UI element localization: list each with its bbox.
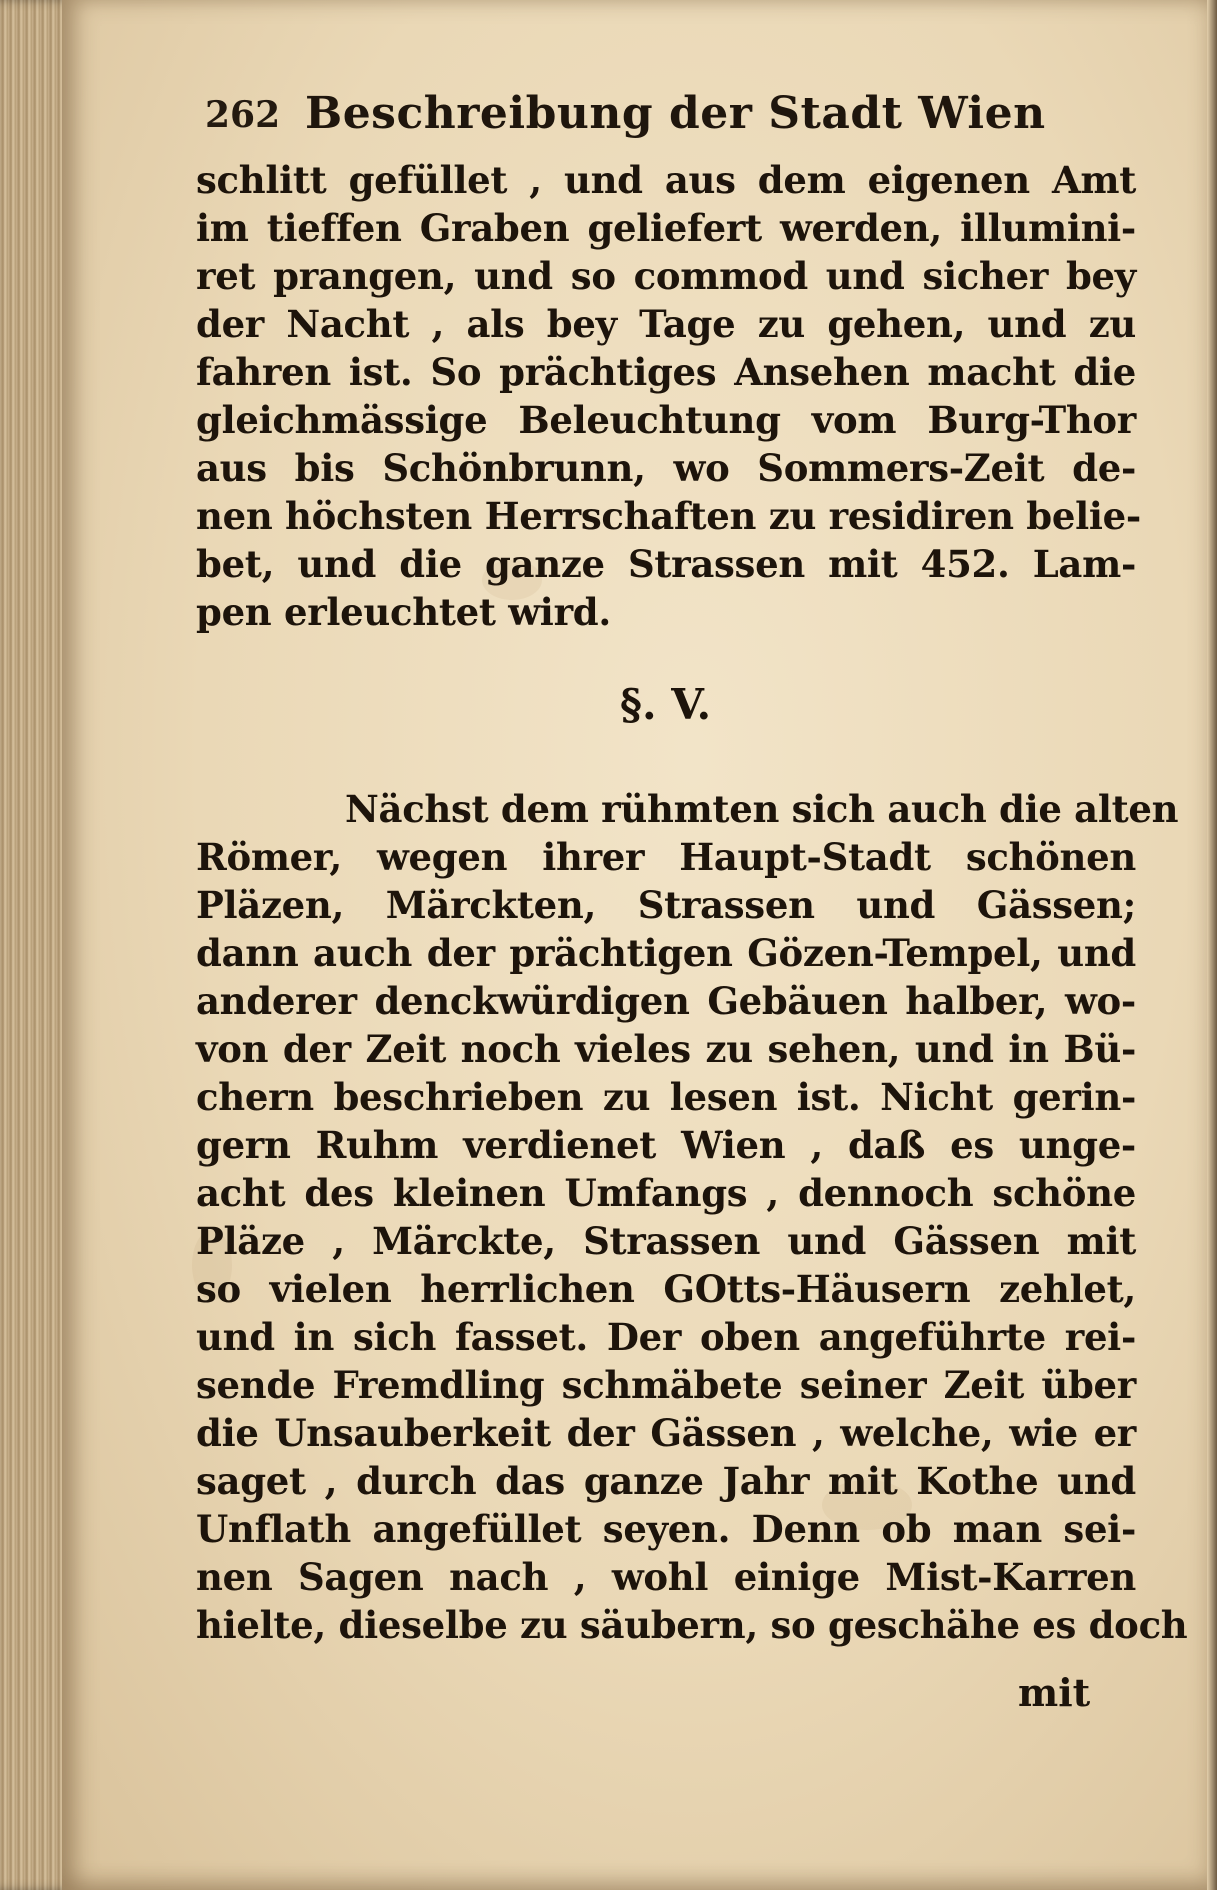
text-line: aus bis Schönbrunn, wo Sommers-Zeit de- — [196, 446, 1136, 490]
text-line: anderer denckwürdigen Gebäuen halber, wo- — [196, 979, 1136, 1023]
text-line: im tieffen Graben geliefert werden, illumini- — [196, 206, 1136, 250]
text-line: ret prangen, und so commod und sicher bey — [196, 254, 1136, 298]
text-line: acht des kleinen Umfangs , dennoch schöne — [196, 1171, 1136, 1215]
text-line: Nächst dem rühmten sich auch die alten — [345, 787, 1179, 831]
text-line: bet, und die ganze Strassen mit 452. Lam- — [196, 542, 1136, 586]
text-line: hielte, dieselbe zu säubern, so geschähe es doch — [196, 1603, 1188, 1647]
text-line: pen erleuchtet wird. — [196, 590, 611, 634]
text-line: Römer, wegen ihrer Haupt-Stadt schönen — [196, 835, 1136, 879]
page-number: 262 — [205, 94, 281, 136]
text-line: dann auch der prächtigen Gözen-Tempel, und — [196, 931, 1136, 975]
text-line: die Unsauberkeit der Gässen , welche, wie er — [196, 1411, 1136, 1455]
running-title: Beschreibung der Stadt Wien — [305, 88, 1046, 139]
text-line: schlitt gefüllet , und aus dem eigenen Amt — [196, 158, 1136, 202]
text-line: nen höchsten Herrschaften zu residiren belie- — [196, 494, 1141, 538]
text-line: fahren ist. So prächtiges Ansehen macht die — [196, 350, 1136, 394]
text-line: Pläze , Märckte, Strassen und Gässen mit — [196, 1219, 1136, 1263]
text-line: von der Zeit noch vieles zu sehen, und in Bü- — [196, 1027, 1136, 1071]
page-header — [205, 88, 1085, 148]
text-line: und in sich fasset. Der oben angeführte rei- — [196, 1315, 1136, 1359]
text-line: Unflath angefüllet seyen. Denn ob man sei- — [196, 1507, 1136, 1551]
text-line: saget , durch das ganze Jahr mit Kothe und — [196, 1459, 1136, 1503]
section-heading: §. V. — [620, 680, 712, 729]
text-line: gern Ruhm verdienet Wien , daß es unge- — [196, 1123, 1136, 1167]
page-right-edge — [1207, 0, 1217, 1890]
text-line: so vielen herrlichen GOtts-Häusern zehlet, — [196, 1267, 1136, 1311]
text-line: chern beschrieben zu lesen ist. Nicht gerin- — [196, 1075, 1136, 1119]
text-line: nen Sagen nach , wohl einige Mist-Karren — [196, 1555, 1136, 1599]
text-line: Pläzen, Märckten, Strassen und Gässen; — [196, 883, 1136, 927]
text-line: sende Fremdling schmäbete seiner Zeit über — [196, 1363, 1136, 1407]
catchword: mit — [1018, 1670, 1091, 1715]
text-line: gleichmässige Beleuchtung vom Burg-Thor — [196, 398, 1136, 442]
text-line: der Nacht , als bey Tage zu gehen, und zu — [196, 302, 1136, 346]
